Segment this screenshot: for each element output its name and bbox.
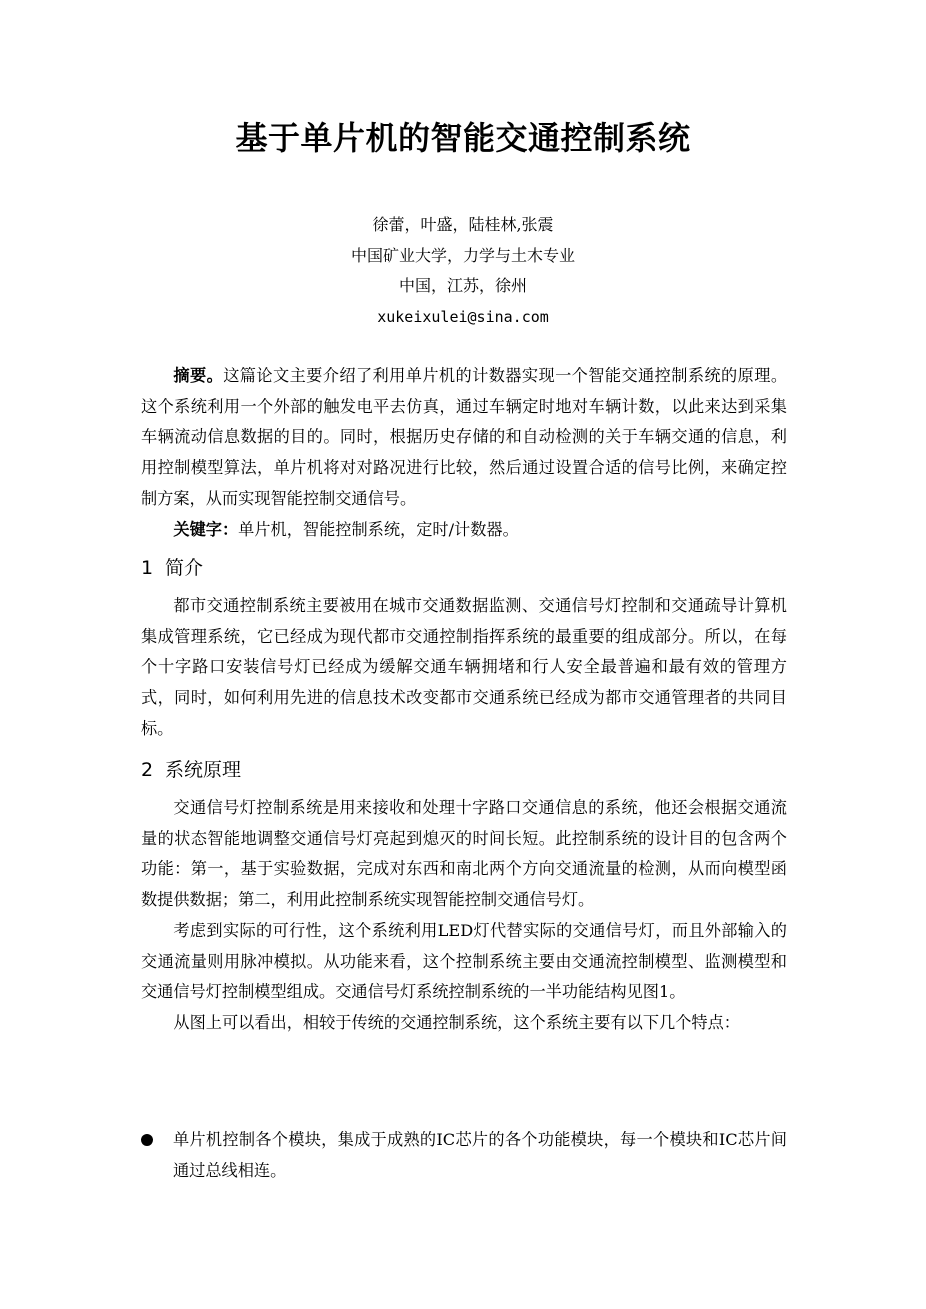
abstract-block: [141, 361, 787, 545]
bullet-item: [141, 1125, 787, 1186]
location: 中国，江苏，徐州: [398, 276, 527, 296]
section-2-paragraph: 交通信号灯控制系统是用来接收和处理十字路口交通信息的系统，他还会根据交通流量的状态智能地调整交通信号灯亮起到熄灭的时间长短。此控制系统的设计目的包含两个功能：第一，基于实验数据，完成对东西和南北两个方向交通流量的检测，从而向模型函数提供数据；第二，利用此控制系统实现智能控制交通信号灯。: [141, 798, 787, 910]
section-1-paragraph: 都市交通控制系统主要被用在城市交通数据监测、交通信号灯控制和交通疏导计算机集成管理系统，它已经成为现代都市交通控制指挥系统的最重要的组成部分。所以，在每个十字路口安装信号灯已经成为缓解交通车辆拥堵和行人安全最普遍和最有效的管理方式，同时，如何利用先进的信息技术改变都市交通系统已经成为都市交通管理者的共同目标。: [141, 596, 787, 738]
section-2-body: [141, 793, 787, 1039]
section-2-paragraph: 考虑到实际的可行性，这个系统利用LED灯代替实际的交通信号灯，而且外部输入的交通流量则用脉冲模拟。从功能来看，这个控制系统主要由交通流控制模型、监测模型和交通信号灯控制模型组成。交通信号灯系统控制系统的一半功能结构见图1。: [141, 920, 787, 1002]
paper-title: 基于单片机的智能交通控制系统: [235, 119, 691, 157]
affiliation: 中国矿业大学，力学与土木专业: [350, 245, 575, 265]
bullet-dot-icon: [141, 1134, 153, 1146]
bullet-text: 单片机控制各个模块，集成于成熟的IC芯片的各个功能模块，每一个模块和IC芯片间通过总线相连。: [173, 1130, 787, 1180]
section-1-heading: [141, 554, 203, 582]
email: xukeixulei@sina.com: [377, 308, 549, 327]
keywords-text: 单片机，智能控制系统，定时/计数器。: [238, 519, 519, 539]
keywords-paragraph: [141, 515, 787, 546]
authors: 徐蕾，叶盛，陆桂林,张震: [372, 215, 554, 234]
section-1-body: [141, 591, 787, 745]
abstract-label: 摘要。: [173, 366, 224, 385]
section-2-number: 2: [141, 759, 154, 781]
section-2-heading: [141, 756, 241, 784]
section-2-title: 系统原理: [165, 759, 242, 781]
section-2-paragraph: 从图上可以看出，相较于传统的交通控制系统，这个系统主要有以下几个特点：: [173, 1012, 740, 1032]
abstract-paragraph: [141, 361, 787, 515]
section-1-title: 简介: [165, 557, 204, 579]
section-1-number: 1: [141, 557, 154, 579]
keywords-label: 关键字：: [173, 519, 239, 539]
abstract-text: 这篇论文主要介绍了利用单片机的计数器实现一个智能交通控制系统的原理。这个系统利用一个外部的触发电平去仿真，通过车辆定时地对车辆计数，以此来达到采集车辆流动信息数据的目的。同时，根据历史存储的和自动检测的关于车辆交通的信息，利用控制模型算法，单片机将对对路况进行比较，然后通过设置合适的信号比例，来确定控制方案，从而实现智能控制交通信号。: [141, 366, 788, 508]
author-block: [0, 210, 926, 333]
